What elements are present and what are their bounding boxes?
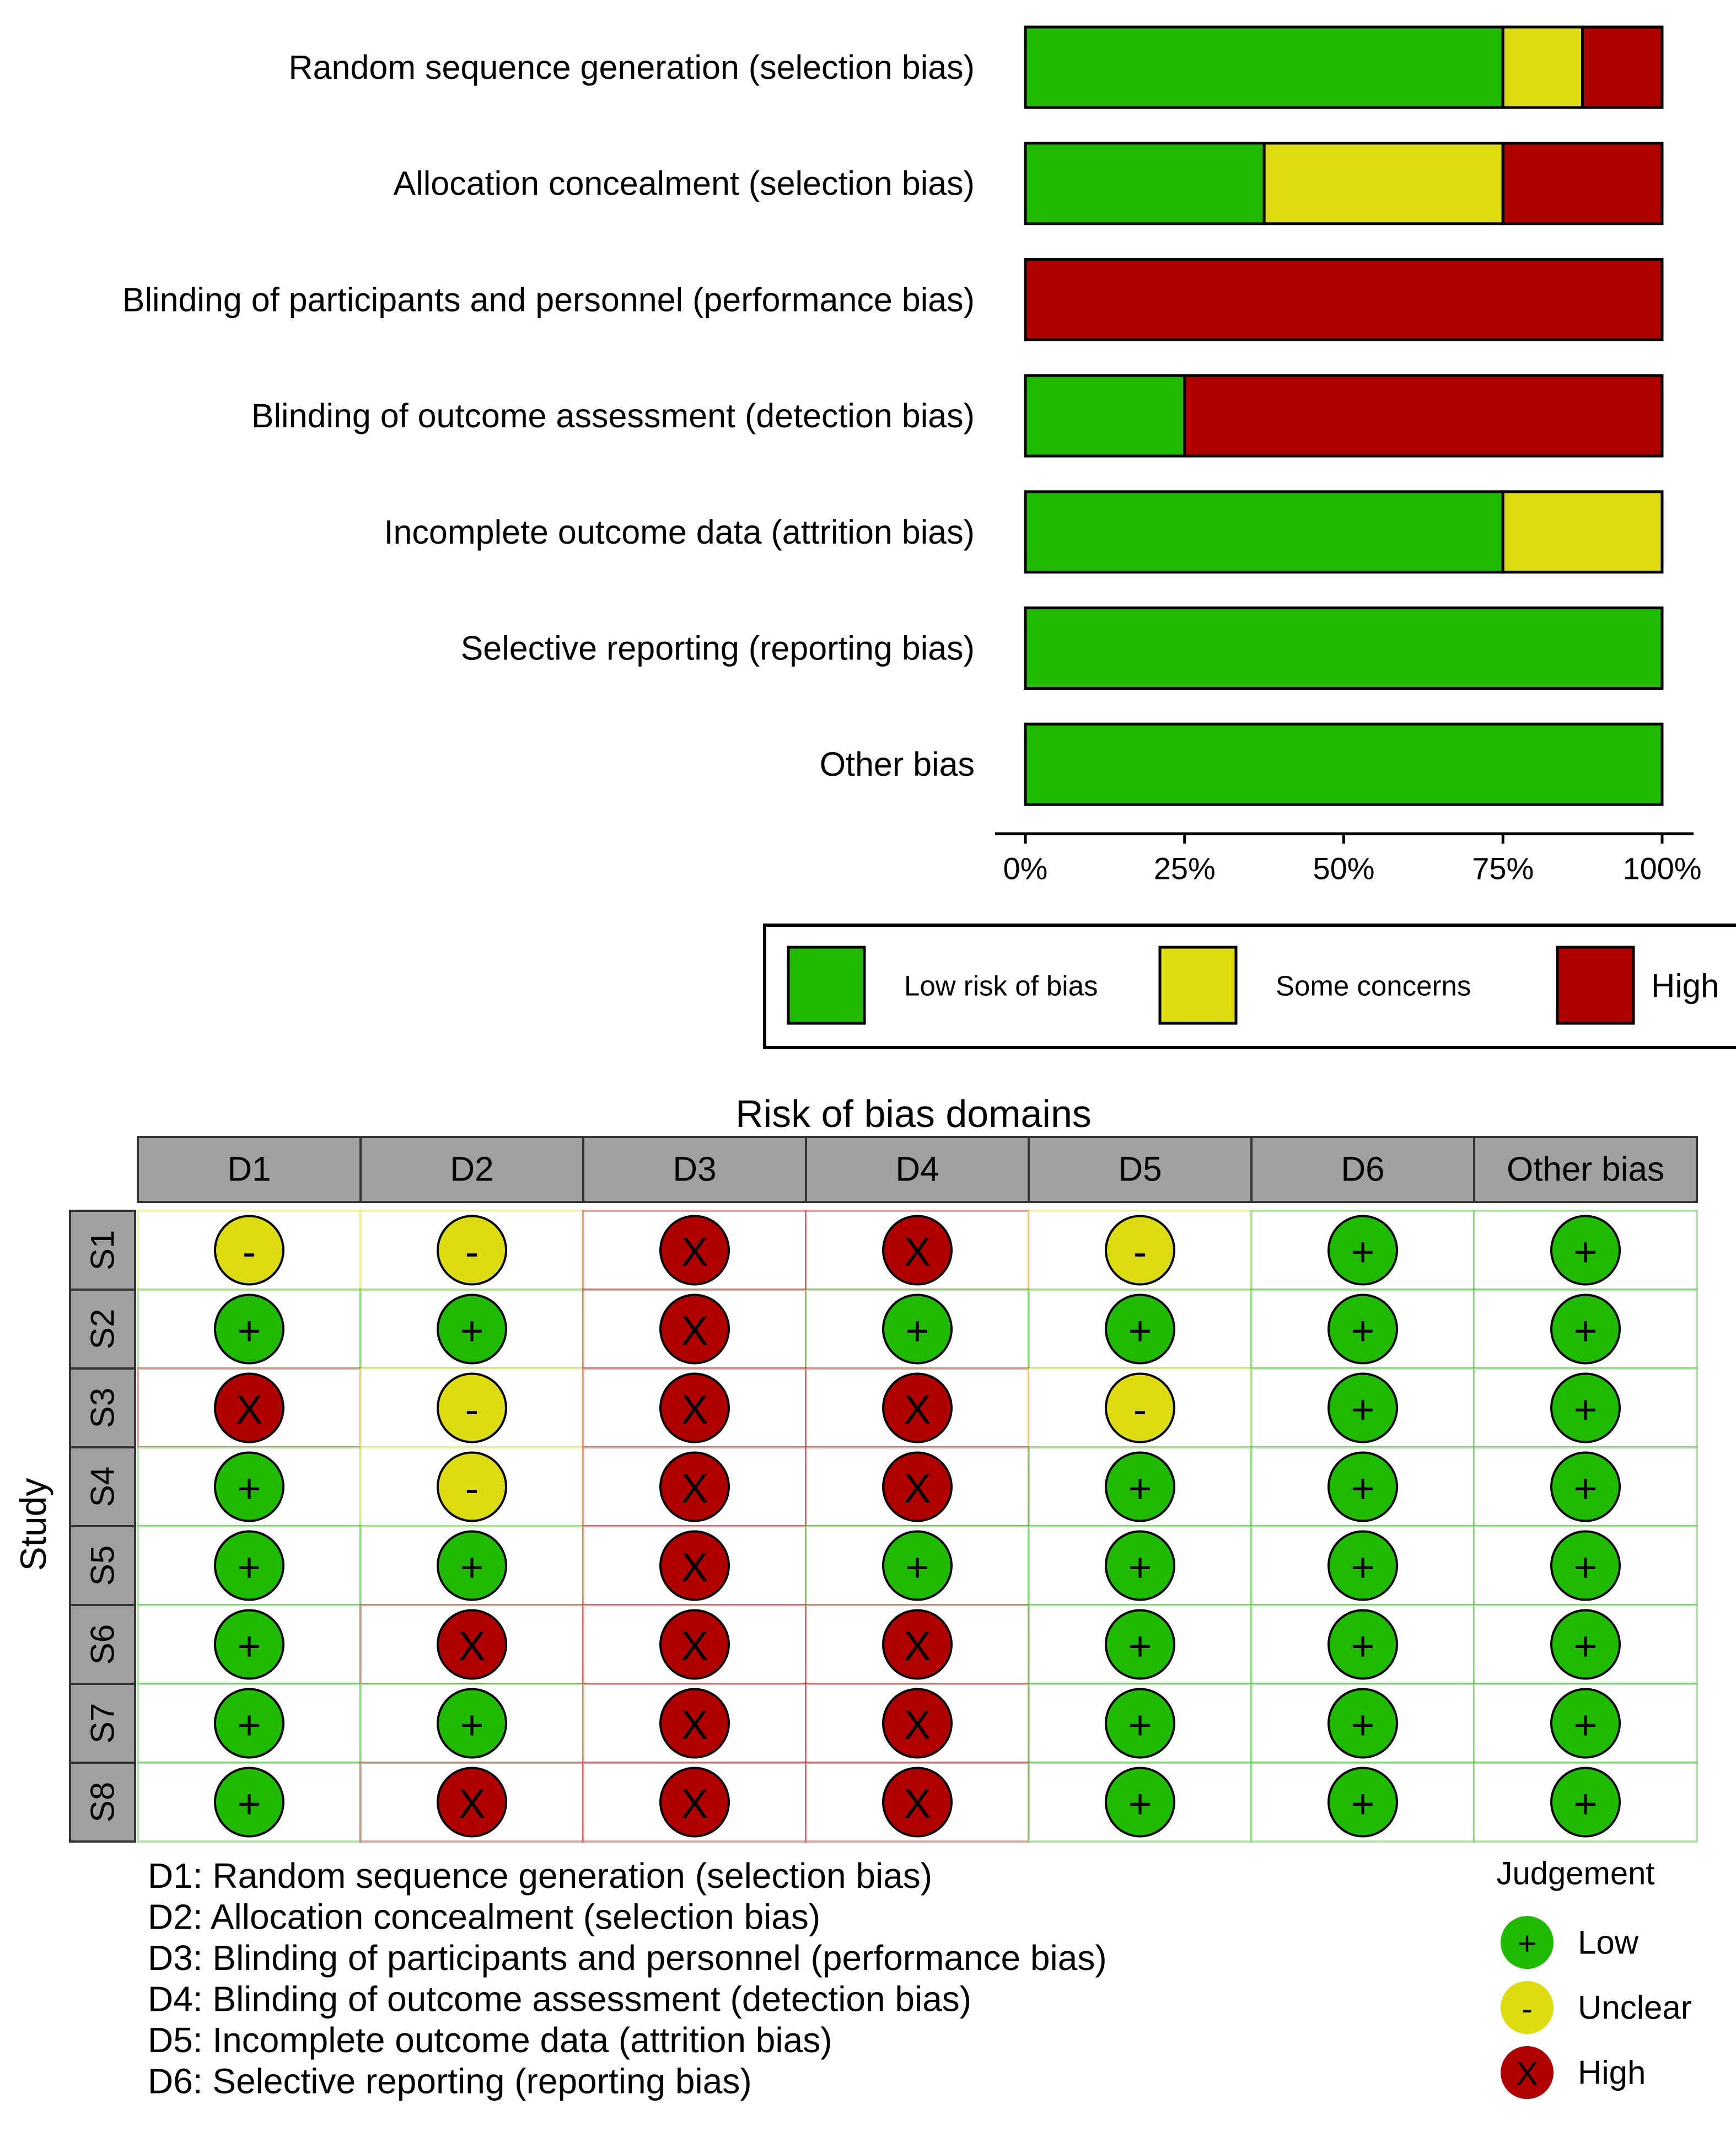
legend-label-low-risk-of-bias: Low risk of bias [904, 970, 1098, 1002]
x-tick-label-3: 50% [1313, 851, 1375, 886]
category-label-blinding-of-participants-and-personnel-performance-bias: Blinding of participants and personnel (performance bias) [122, 281, 975, 319]
bar-segment-low-risk-of-bias-1 [1025, 27, 1503, 108]
judgement-symbol-s8-d5: + [1128, 1781, 1152, 1827]
column-header-label-d3: D3 [673, 1150, 717, 1189]
grid-title: Risk of bias domains [735, 1092, 1092, 1135]
judgement-symbol-s3-d2: - [465, 1387, 479, 1432]
judgement-symbol-s2-d5: + [1128, 1308, 1152, 1354]
judgement-legend-title: Judgement [1496, 1855, 1655, 1892]
judgement-symbol-s1-other-bias: + [1573, 1229, 1598, 1275]
footnote-d5: D5: Incomplete outcome data (attrition bias) [148, 2020, 832, 2060]
grid-y-label: Study [13, 1478, 53, 1571]
legend-key-some-concerns [1160, 947, 1236, 1023]
judgement-symbol-s7-d5: + [1128, 1702, 1152, 1748]
legend-key-high [1557, 947, 1633, 1023]
row-header-label-s7: S7 [84, 1703, 121, 1744]
footnote-d2: D2: Allocation concealment (selection bias) [148, 1897, 821, 1937]
judgement-symbol-s7-d1: + [237, 1702, 261, 1748]
judgement-symbol-s8-other-bias: + [1573, 1781, 1598, 1827]
bar-segment-low-risk-of-bias-2 [1025, 143, 1264, 224]
judgement-symbol-s5-d3: X [681, 1544, 708, 1590]
judgement-symbol-s7-d4: X [904, 1702, 931, 1748]
bar-segment-low-risk-of-bias-5 [1025, 492, 1503, 572]
judgement-symbol-s2-other-bias: + [1573, 1308, 1598, 1354]
judgement-symbol-s6-other-bias: + [1573, 1623, 1598, 1669]
category-label-blinding-of-outcome-assessment-detection-bias: Blinding of outcome assessment (detection bias) [251, 397, 975, 435]
row-header-label-s8: S8 [84, 1781, 121, 1823]
judgement-symbol-s2-d3: X [681, 1308, 708, 1354]
legend-key-low-risk-of-bias [788, 947, 864, 1023]
judgement-symbol-s7-d2: + [460, 1702, 484, 1748]
row-header-label-s2: S2 [84, 1308, 121, 1350]
row-header-label-s5: S5 [84, 1545, 121, 1586]
judgement-symbol-s6-d6: + [1351, 1623, 1375, 1669]
judgement-symbol-s6-d5: + [1128, 1623, 1152, 1669]
judgement-symbol-s4-d6: + [1351, 1466, 1375, 1511]
bar-segment-some-concerns-2 [1264, 143, 1503, 224]
column-header-label-d5: D5 [1118, 1150, 1162, 1189]
category-label-allocation-concealment-selection-bias: Allocation concealment (selection bias) [393, 164, 975, 202]
judgement-symbol-s6-d4: X [904, 1623, 931, 1669]
bar-segment-some-concerns-1 [1503, 27, 1582, 108]
category-label-selective-reporting-reporting-bias: Selective reporting (reporting bias) [460, 629, 975, 667]
row-header-label-s6: S6 [84, 1624, 121, 1665]
bar-segment-high-2 [1503, 143, 1662, 224]
judgement-symbol-s3-d6: + [1351, 1387, 1375, 1432]
judgement-symbol-s7-other-bias: + [1573, 1702, 1598, 1748]
judgement-symbol-s3-d5: - [1133, 1387, 1147, 1432]
judgement-symbol-s5-d6: + [1351, 1544, 1375, 1590]
judgement-symbol-s1-d1: - [242, 1229, 256, 1275]
judgement-symbol-s6-d3: X [681, 1623, 708, 1669]
x-tick-label-2: 25% [1153, 851, 1216, 886]
judgement-legend-label-high: High [1578, 2054, 1646, 2091]
bar-segment-low-risk-of-bias-7 [1025, 724, 1662, 804]
category-label-incomplete-outcome-data-attrition-bias: Incomplete outcome data (attrition bias) [384, 513, 975, 551]
judgement-symbol-s4-d4: X [904, 1466, 931, 1511]
row-header-label-s1: S1 [84, 1230, 121, 1271]
judgement-symbol-s1-d3: X [681, 1229, 708, 1275]
category-label-other-bias: Other bias [819, 745, 975, 783]
judgement-symbol-s3-d3: X [681, 1387, 708, 1432]
column-header-label-d4: D4 [895, 1150, 939, 1189]
column-header-label-d2: D2 [450, 1150, 494, 1189]
judgement-symbol-s4-d3: X [681, 1466, 708, 1511]
footnote-d4: D4: Blinding of outcome assessment (detection bias) [148, 1979, 972, 2019]
judgement-symbol-s8-d3: X [681, 1781, 708, 1827]
judgement-symbol-s1-d5: - [1133, 1229, 1147, 1275]
bar-segment-low-risk-of-bias-6 [1025, 608, 1662, 689]
x-tick-label-4: 75% [1472, 851, 1534, 886]
judgement-symbol-s4-d5: + [1128, 1466, 1152, 1511]
judgement-symbol-s8-d4: X [904, 1781, 931, 1827]
category-label-random-sequence-generation-selection-bias: Random sequence generation (selection bias) [288, 49, 975, 86]
judgement-symbol-s2-d4: + [905, 1308, 929, 1354]
legend-label-high: High [1651, 967, 1719, 1005]
judgement-symbol-s8-d6: + [1351, 1781, 1375, 1827]
domain-footnotes [148, 1856, 1107, 2101]
footnote-d1: D1: Random sequence generation (selection bias) [148, 1856, 933, 1896]
bar-segment-some-concerns-5 [1503, 492, 1662, 572]
judgement-symbol-s3-d4: X [904, 1387, 931, 1432]
footnote-d6: D6: Selective reporting (reporting bias) [148, 2061, 752, 2101]
judgement-legend-label-low: Low [1578, 1924, 1639, 1961]
legend-label-some-concerns: Some concerns [1276, 970, 1471, 1002]
judgement-symbol-s4-d1: + [237, 1466, 261, 1511]
judgement-symbol-s3-other-bias: + [1573, 1387, 1598, 1432]
judgement-symbol-s1-d6: + [1351, 1229, 1375, 1275]
judgement-legend-symbol-unclear: - [1522, 1990, 1533, 2027]
judgement-symbol-s3-d1: X [235, 1387, 263, 1432]
row-header-label-s3: S3 [84, 1387, 121, 1429]
column-header-label-d1: D1 [227, 1150, 271, 1189]
judgement-symbol-s2-d1: + [237, 1308, 261, 1354]
judgement-symbol-s8-d2: X [458, 1781, 486, 1827]
judgement-symbol-s5-d2: + [460, 1544, 484, 1590]
judgement-symbol-s2-d6: + [1351, 1308, 1375, 1354]
judgement-symbol-s5-d5: + [1128, 1544, 1152, 1590]
summary-bar-chart [122, 27, 1702, 886]
judgement-symbol-s7-d6: + [1351, 1702, 1375, 1748]
bar-segment-high-4 [1185, 375, 1662, 456]
bar-segment-low-risk-of-bias-4 [1025, 375, 1185, 456]
judgement-symbol-s6-d2: X [458, 1623, 486, 1669]
x-tick-label-5: 100% [1622, 851, 1702, 886]
judgement-symbol-s4-other-bias: + [1573, 1466, 1598, 1511]
judgement-symbol-s5-d1: + [237, 1544, 261, 1590]
footnote-d3: D3: Blinding of participants and personnel (performance bias) [148, 1938, 1107, 1978]
judgement-symbol-s5-other-bias: + [1573, 1544, 1598, 1590]
judgement-symbol-s2-d2: + [460, 1308, 484, 1354]
column-header-label-d6: D6 [1341, 1150, 1385, 1189]
judgement-symbol-s5-d4: + [905, 1544, 929, 1590]
judgement-symbol-s8-d1: + [237, 1781, 261, 1827]
judgement-symbol-s4-d2: - [465, 1466, 479, 1511]
judgement-symbol-s1-d2: - [465, 1229, 479, 1275]
traffic-light-plot [13, 1092, 1697, 1842]
judgement-symbol-s6-d1: + [237, 1623, 261, 1669]
judgement-legend-symbol-low: + [1517, 1925, 1537, 1962]
judgement-legend-label-unclear: Unclear [1578, 1989, 1692, 2026]
row-header-label-s4: S4 [84, 1466, 121, 1507]
bar-segment-high-1 [1583, 27, 1662, 108]
judgement-symbol-s7-d3: X [681, 1702, 708, 1748]
judgement-legend [1497, 1856, 1692, 2100]
x-tick-label-1: 0% [1003, 851, 1048, 886]
summary-bar-legend [765, 925, 1736, 1048]
column-header-label-other-bias: Other bias [1506, 1150, 1665, 1189]
bar-segment-high-3 [1025, 259, 1662, 340]
judgement-symbol-s1-d4: X [904, 1229, 931, 1275]
judgement-legend-symbol-high: X [1515, 2055, 1539, 2092]
